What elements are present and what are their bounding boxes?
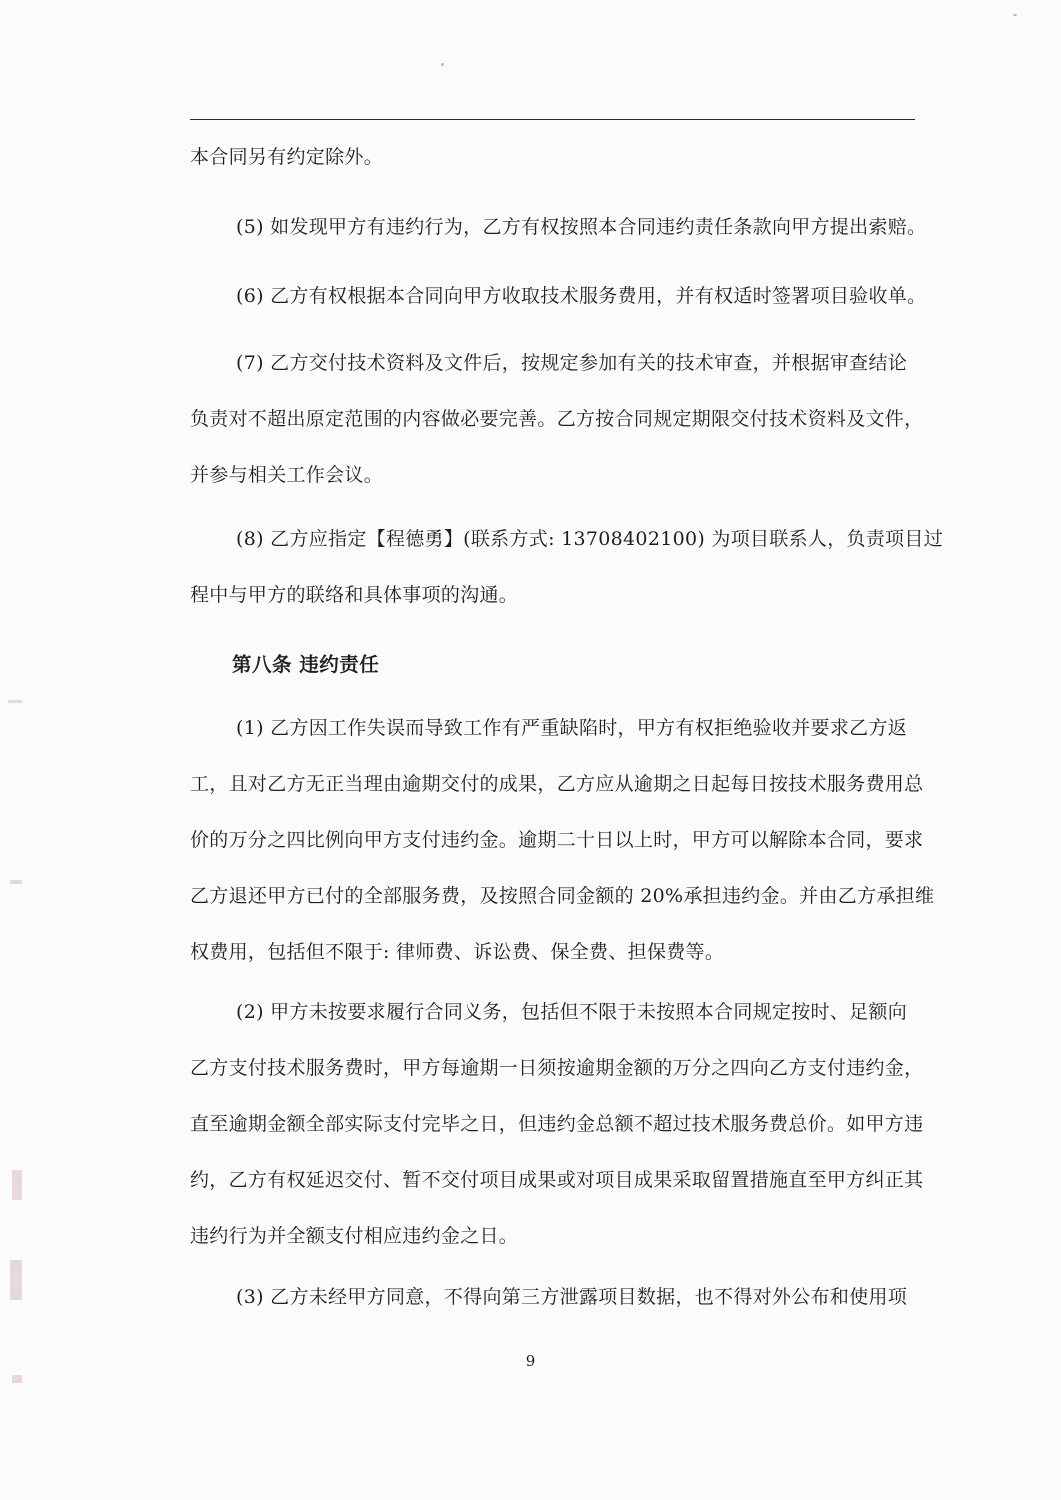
text-line: 乙方支付技术服务费时，甲方每逾期一日须按逾期金额的万分之四向乙方支付违约金， — [190, 1057, 924, 1079]
text-line: (5) 如发现甲方有违约行为，乙方有权按照本合同违约责任条款向甲方提出索赔。 — [236, 216, 927, 238]
text-line: (7) 乙方交付技术资料及文件后，按规定参加有关的技术审查，并根据审查结论 — [236, 352, 908, 374]
header-rule — [190, 119, 915, 120]
clause-5 — [190, 199, 927, 255]
scan-edge-mark — [10, 1260, 22, 1300]
section-heading: 第八条 违约责任 — [232, 653, 380, 676]
text-line: (2) 甲方未按要求履行合同义务，包括但不限于未按照本合同规定按时、足额向 — [236, 1001, 908, 1023]
text-line: 约，乙方有权延迟交付、暂不交付项目成果或对项目成果采取留置措施直至甲方纠正其 — [190, 1169, 924, 1191]
text-line: 乙方退还甲方已付的全部服务费，及按照合同金额的 20%承担违约金。并由乙方承担维 — [190, 885, 935, 907]
text-line: 负责对不超出原定范围的内容做必要完善。乙方按合同规定期限交付技术资料及文件， — [190, 408, 924, 430]
scan-edge-mark — [8, 700, 22, 703]
liability-clause-2 — [190, 984, 924, 1264]
text-line: (6) 乙方有权根据本合同向甲方收取技术服务费用，并有权适时签署项目验收单。 — [236, 285, 927, 307]
text-line: 工，且对乙方无正当理由逾期交付的成果，乙方应从逾期之日起每日按技术服务费用总 — [190, 773, 924, 795]
clause-7 — [190, 335, 924, 503]
text-line: 直至逾期金额全部实际支付完毕之日，但违约金总额不超过技术服务费总价。如甲方违 — [190, 1113, 924, 1135]
text-line: (1) 乙方因工作失误而导致工作有严重缺陷时，甲方有权拒绝验收并要求乙方返 — [236, 717, 908, 739]
text-line: (3) 乙方未经甲方同意，不得向第三方泄露项目数据，也不得对外公布和使用项 — [236, 1286, 908, 1308]
text-line: (8) 乙方应指定【程德勇】(联系方式: 13708402100) 为项目联系人，负责项目过 — [236, 528, 944, 550]
liability-clause-1 — [190, 700, 935, 980]
text-line: 本合同另有约定除外。 — [190, 146, 384, 168]
liability-clause-3 — [190, 1269, 915, 1325]
clause-6 — [190, 268, 927, 324]
scan-edge-mark — [12, 1170, 22, 1200]
clause-8 — [190, 511, 944, 623]
page-number: 9 — [525, 1352, 536, 1370]
text-line: 程中与甲方的联络和具体事项的沟通。 — [190, 584, 519, 606]
text-line: 价的万分之四比例向甲方支付违约金。逾期二十日以上时，甲方可以解除本合同，要求 — [190, 829, 924, 851]
text-line: 并参与相关工作会议。 — [190, 464, 384, 486]
scan-edge-mark — [12, 1375, 22, 1383]
scan-speck — [441, 63, 444, 66]
text-line: 违约行为并全额支付相应违约金之日。 — [190, 1225, 519, 1247]
intro-line — [190, 129, 915, 185]
text-line: 权费用，包括但不限于: 律师费、诉讼费、保全费、担保费等。 — [190, 941, 725, 963]
scan-edge-mark — [10, 880, 22, 884]
scan-speck — [1013, 14, 1017, 16]
